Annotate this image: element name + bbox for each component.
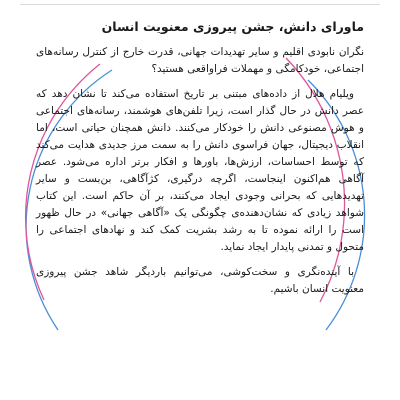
- paragraph-3: با آینده‌نگری و سخت‌کوشی، می‌توانیم باردیگر شاهد جشن پیروزی معنویت انسان باشیم.: [36, 266, 364, 295]
- paragraph-2: ویلیام هلال از داده‌های مبتنی بر تاریخ استفاده می‌کند تا نشان دهد که عصر دانش در حال گذار است، زیرا تلفن‌های هوشمند، رسانه‌های اجتماعی و هوش مصنوعی دانش را خودکار می‌کنند. دانش همچنان حیاتی است، اما انقلاب دیجیتال، جهان فراسوی دانش را به سمت مرز جدیدی هدایت می‌کند که توسط احساسات، ارزش‌ها، باورها و افکار برتر اداره می‌شود. عصر آگاهی هم‌اکنون اینجاست، اگرچه درگیری، کژآگاهی، بن‌بست و سایر تهدیدهایی که بحرانی وجودی ایجاد می‌کنند، بر آن حاکم است. این کتاب شواهد زیادی که نشان‌دهنده‌ی چگونگی یک «آگاهی جهانی» در حال ظهور است را ارائه نموده تا به رشد بشریت کمک کند و نهادهای اجتماعی را متحول و تمدنی پایدار ایجاد نماید.: [36, 88, 364, 253]
- article-title: ماورای دانش، جشن پیروزی معنویت انسان: [101, 19, 364, 34]
- article: [36, 18, 364, 306]
- paragraph-1: نگران نابودی اقلیم و سایر تهدیدات جهانی، قدرت خارج از کنترل رسانه‌های اجتماعی، خودکامگی و مهملات فراواقعی هستید؟: [36, 46, 364, 75]
